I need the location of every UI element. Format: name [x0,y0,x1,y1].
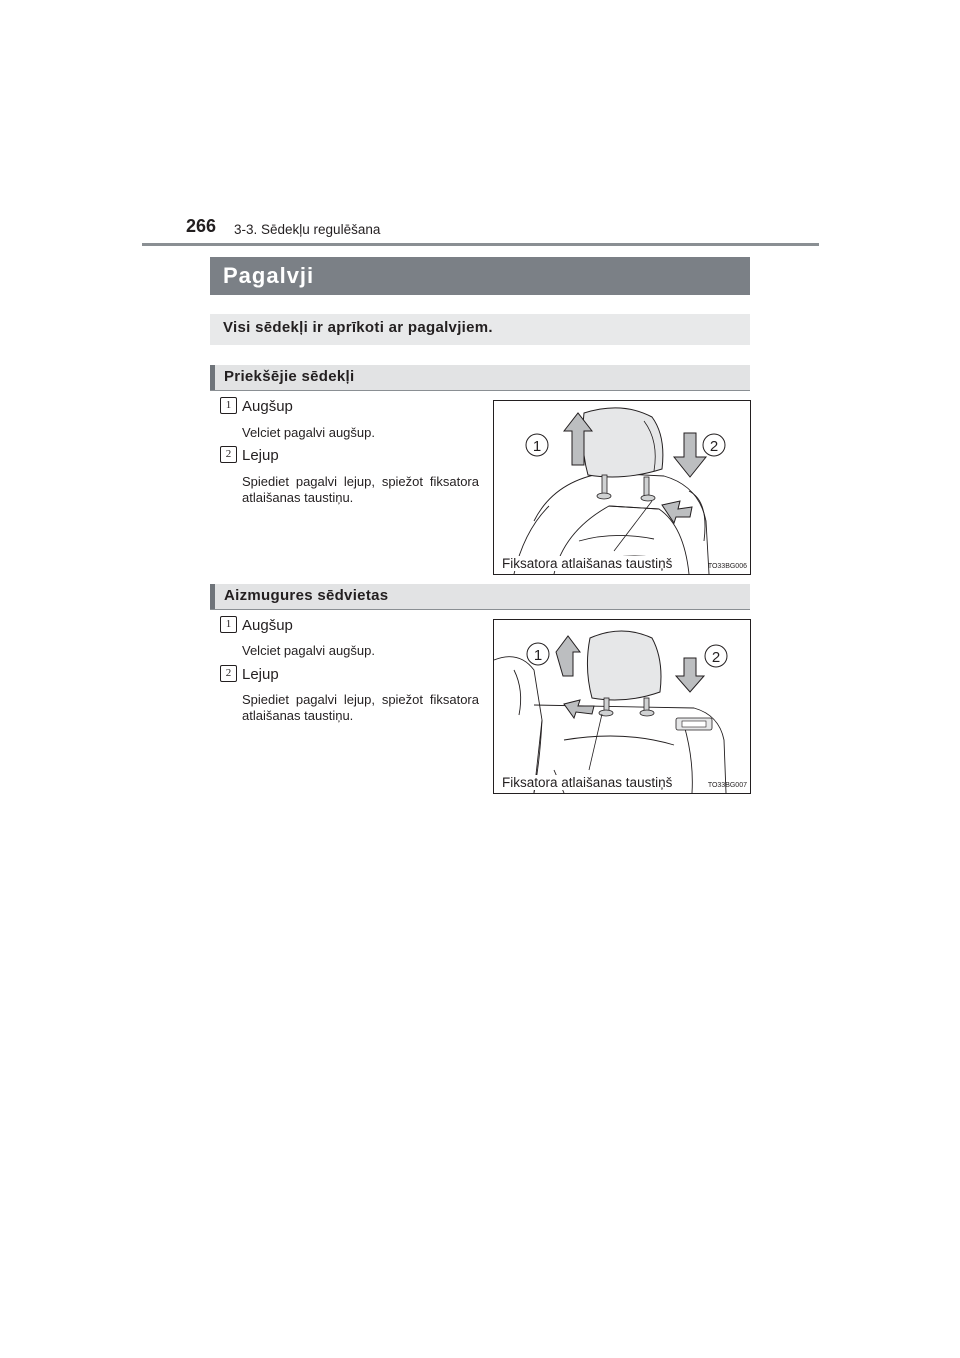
front-item-1-title: Augšup [242,398,293,415]
front-item-2-title: Lejup [242,447,279,464]
page-title: Pagalvji [223,263,315,288]
front-figure-code: TO33BG006 [707,563,747,570]
rear-seats-heading-text: Aizmugures sēdvietas [224,587,389,604]
rear-seats-heading [210,584,750,610]
figure-label-1: 1 [533,647,543,664]
title-bar [210,257,750,295]
press-arrow-icon [564,700,594,718]
header-rule [142,243,819,246]
front-seats-heading [210,365,750,391]
rear-item-2-title: Lejup [242,666,279,683]
section-reference: 3-3. Sēdekļu regulēšana [234,222,381,237]
rear-figure-code: TO33BG007 [707,782,747,789]
rear-item-1-title: Augšup [242,617,293,634]
page-number: 266 [186,216,217,236]
rear-headrest-illustration [494,620,750,793]
rear-item-2-badge: 2 [220,665,237,682]
down-arrow-icon [676,658,704,692]
down-arrow-icon [674,433,706,477]
front-seats-heading-text: Priekšējie sēdekļi [224,368,355,385]
front-item-2-badge: 2 [220,446,237,463]
intro-box [210,314,750,345]
up-arrow-icon [556,636,580,676]
front-figure-caption: Fiksatora atlaišanas taustiņš [502,556,673,571]
figure-label-2: 2 [709,438,719,455]
press-arrow-icon [662,501,692,523]
rear-seat-figure [493,619,751,794]
intro-text: Visi sēdekļi ir aprīkoti ar pagalvjiem. [223,319,493,336]
front-item-1-badge: 1 [220,397,237,414]
rear-figure-caption: Fiksatora atlaišanas taustiņš [502,775,673,790]
rear-item-1-badge: 1 [220,616,237,633]
front-item-1-desc: Velciet pagalvi augšup. [242,425,375,440]
rear-item-1-desc: Velciet pagalvi augšup. [242,643,375,658]
front-item-2-desc: Spiediet pagalvi lejup, spiežot fiksatora atlaišanas taustiņu. [242,474,479,505]
front-headrest-illustration [494,401,750,574]
front-seat-figure [493,400,751,575]
figure-label-2: 2 [711,649,721,666]
figure-label-1: 1 [532,438,542,455]
rear-item-2-desc: Spiediet pagalvi lejup, spiežot fiksatora atlaišanas taustiņu. [242,692,479,723]
